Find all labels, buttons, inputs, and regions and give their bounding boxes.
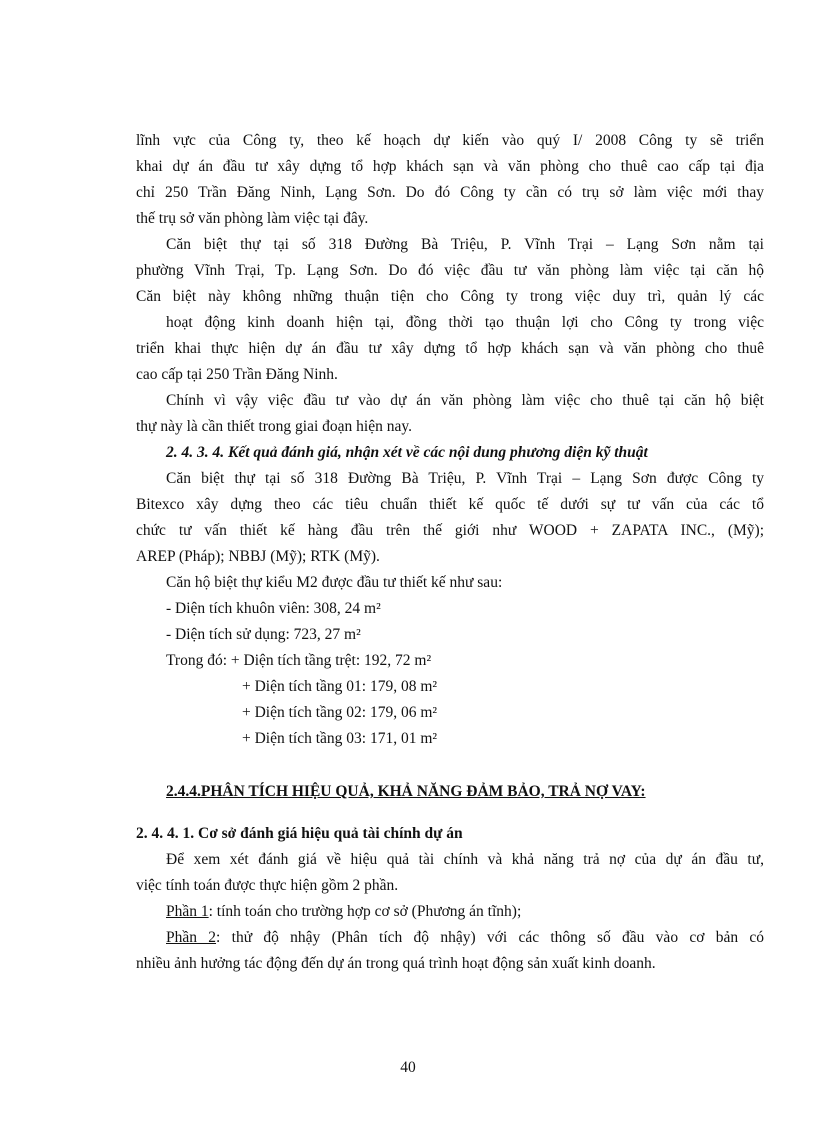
paragraph-line: lĩnh vực của Công ty, theo kế hoạch dự kiến vào quý I/ 2008 Công ty sẽ triển [136,132,764,149]
paragraph-line: Chính vì vậy việc đầu tư vào dự án văn phòng làm việc cho thuê tại căn hộ biệt [166,392,764,409]
paragraph-line: Căn biệt này không những thuận tiện cho Công ty trong việc duy trì, quản lý các [136,288,764,305]
page-number: 40 [400,1059,416,1076]
part-text: : tính toán cho trường hợp cơ sở (Phương án tĩnh); [208,903,522,920]
list-item: + Diện tích tầng 01: 179, 08 m² [242,678,438,695]
paragraph-line: Để xem xét đánh giá về hiệu quả tài chính và khả năng trả nợ của dự án đầu tư, [166,851,764,868]
list-item: + Diện tích tầng 02: 179, 06 m² [242,704,438,721]
paragraph-line: triển khai thực hiện dự án đầu tư xây dựng tổ hợp khách sạn và văn phòng cho thuê [136,340,764,357]
paragraph-line: thế trụ sở văn phòng làm việc tại đây. [136,210,369,227]
list-item: - Diện tích khuôn viên: 308, 24 m² [166,600,381,617]
paragraph-line: Bitexco xây dựng theo các tiêu chuẩn thiết kế quốc tế dưới sự tư vấn của các tổ [136,496,764,513]
list-item: - Diện tích sử dụng: 723, 27 m² [166,626,361,643]
paragraph-line [166,928,764,948]
paragraph-line: AREP (Pháp); NBBJ (Mỹ); RTK (Mỹ). [136,548,380,565]
paragraph-line: chỉ 250 Trần Đăng Ninh, Lạng Sơn. Do đó Công ty cần có trụ sở làm việc mới thay [136,184,764,201]
part-label: Phần 1 [166,903,209,920]
paragraph-line: Căn biệt thự tại số 318 Đường Bà Triệu, P. Vĩnh Trại – Lạng Sơn nằm tại [166,236,764,253]
list-item: + Diện tích tầng 03: 171, 01 m² [242,730,438,747]
paragraph-line: hoạt động kinh doanh hiện tại, đồng thời tạo thuận lợi cho Công ty trong việc [166,314,764,331]
paragraph-line: khai dự án đầu tư xây dựng tổ hợp khách sạn và văn phòng cho thuê cao cấp tại địa [136,158,764,175]
part-label: Phần 2 [166,929,217,946]
paragraph-line: nhiều ảnh hưởng tác động đến dự án trong quá trình hoạt động sản xuất kinh doanh. [136,955,656,972]
paragraph-line [166,902,764,922]
list-item: Trong đó: + Diện tích tầng trệt: 192, 72 m² [166,652,432,669]
paragraph-line: cao cấp tại 250 Trần Đăng Ninh. [136,366,338,383]
paragraph-line: chức tư vấn thiết kế hàng đầu trên thế giới như WOOD + ZAPATA INC., (Mỹ); [136,522,764,539]
subsection-heading: 2. 4. 4. 1. Cơ sở đánh giá hiệu quả tài chính dự án [136,825,463,842]
paragraph-line: Căn hộ biệt thự kiểu M2 được đầu tư thiết kế như sau: [166,574,503,591]
paragraph-line: việc tính toán được thực hiện gồm 2 phần. [136,877,399,894]
paragraph-line: Căn biệt thự tại số 318 Đường Bà Triệu, P. Vĩnh Trại – Lạng Sơn được Công ty [166,470,764,487]
subsection-heading: 2. 4. 3. 4. Kết quả đánh giá, nhận xét về các nội dung phương diện kỹ thuật [166,444,648,461]
paragraph-line: thự này là cần thiết trong giai đoạn hiện nay. [136,418,412,435]
section-heading: 2.4.4.PHÂN TÍCH HIỆU QUẢ, KHẢ NĂNG ĐẢM BẢO, TRẢ NỢ VAY: [166,783,646,800]
part-text: : thử độ nhậy (Phân tích độ nhậy) với các thông số đầu vào cơ bản có [216,929,765,946]
paragraph-line: phường Vĩnh Trại, Tp. Lạng Sơn. Do đó việc đầu tư văn phòng làm việc tại căn hộ [136,262,764,279]
